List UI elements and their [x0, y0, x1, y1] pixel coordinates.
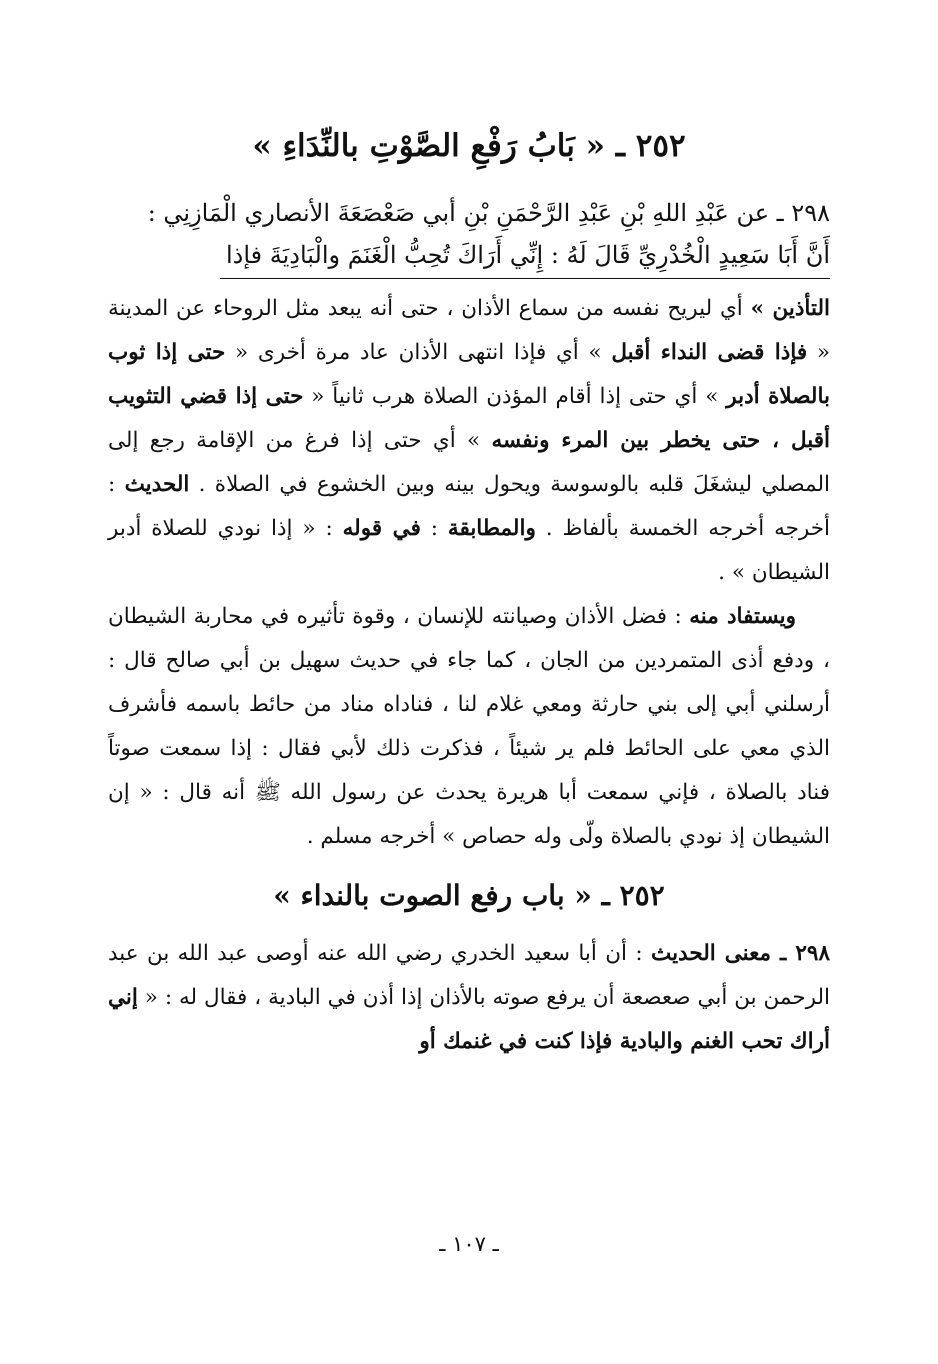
bold-phrase: حتى إذا ثوب بالصلاة أدبر: [108, 340, 830, 409]
chapter-heading: ٢٥٢ ـ « بَابُ رَفْعِ الصَّوْتِ بالنِّدَاءِ »: [252, 128, 686, 164]
benefits-text: : فضل الأذان وصيانته للإنسان ، وقوة تأثيره في محاربة الشيطان ، ودفع أذى المتمردين من الجان ، كما جاء في حديث سهيل بن أبي صالح قال : أرسلني أبي إلى بني حارثة ومعي غلام لنا ، فناداه مناد من حائط باسمه فأشرف الذي معي على الحائط فلم ير شيئاً ، فذكرت ذلك لأبي فقال : إذا سمعت صوتاً فناد بالصلاة ، فإني سمعت أبا هريرة يحدث عن رسول الله ﷺ أنه قال : « إن الشيطان إذ نودي بالصلاة ولّى وله حصاص » أخرجه مسلم .: [108, 604, 830, 849]
text-span: » أي فإذا انتهى الأذان عاد مرة أخرى «: [225, 340, 612, 365]
text-span: : « إذا نودي للصلاة أدبر الشيطان » .: [108, 516, 830, 585]
bold-phrase: الحديث: [124, 472, 190, 497]
explanation-paragraph: [108, 287, 830, 595]
meaning-text: : أن أبا سعيد الخدري رضي الله عنه أوصى عبد الله بن عبد الرحمن بن أبي صعصعة أن يرفع صوته بالأذان إذا أذن في البادية ، فقال له : «: [108, 941, 830, 1010]
bold-phrase: التأذين »: [750, 296, 830, 321]
separator-line: [220, 278, 830, 279]
bold-phrase: والمطابقة: [447, 516, 536, 541]
benefits-label: ويستفاد منه: [689, 604, 796, 629]
hadith-header: ٢٩٨ ـ عن عَبْدِ اللهِ بْنِ عَبْدِ الرَّحْمَنِ بْنِ أبي صَعْصَعَةَ الأنصاري الْمَازِنِي :: [147, 199, 830, 227]
text-span: أي ليريح نفسه من سماع الأذان ، حتى أنه يبعد مثل الروحاء عن المدينة «: [108, 296, 830, 365]
bold-phrase: إني أراك تحب الغنم والبادية فإذا كنت في غنمك أو: [108, 985, 830, 1054]
text-span: » أي حتى إذا أقام المؤذن الصلاة هرب ثانياً «: [303, 384, 727, 409]
meaning-label: ٢٩٨ ـ معنى الحديث: [650, 941, 830, 966]
text-span: » أي حتى إذا فرغ من الإقامة رجع إلى المصلي ليشغَلَ قلبه بالوسوسة ويحول بينه وبين الخشوع في الصلاة .: [108, 428, 831, 497]
text-span: : أخرجه أخرجه الخمسة بألفاظ .: [108, 472, 831, 541]
bold-phrase: في قوله: [342, 516, 421, 541]
chapter-heading-2: ٢٥٢ ـ « باب رفع الصوت بالنداء »: [273, 879, 665, 912]
bold-phrase: فإذا قضى النداء أقبل: [611, 340, 808, 365]
page-number: ـ ١٠٧ ـ: [439, 1232, 499, 1256]
benefits-paragraph: [108, 595, 830, 859]
hadith-text: أَنَّ أَبَا سَعِيدٍ الْخُدْرِيِّ قَالَ لَهُ : إِنِّي أَرَاكَ تُحِبُّ الْغَنَمَ والْبَادِيَةَ فإذا: [225, 241, 830, 269]
meaning-paragraph: [108, 932, 830, 1064]
bold-phrase: حتى إذا قضي التثويب أقبل ، حتى يخطر بين المرء ونفسه: [108, 384, 831, 453]
text-span: :: [420, 516, 448, 541]
page-body: [108, 128, 830, 1064]
